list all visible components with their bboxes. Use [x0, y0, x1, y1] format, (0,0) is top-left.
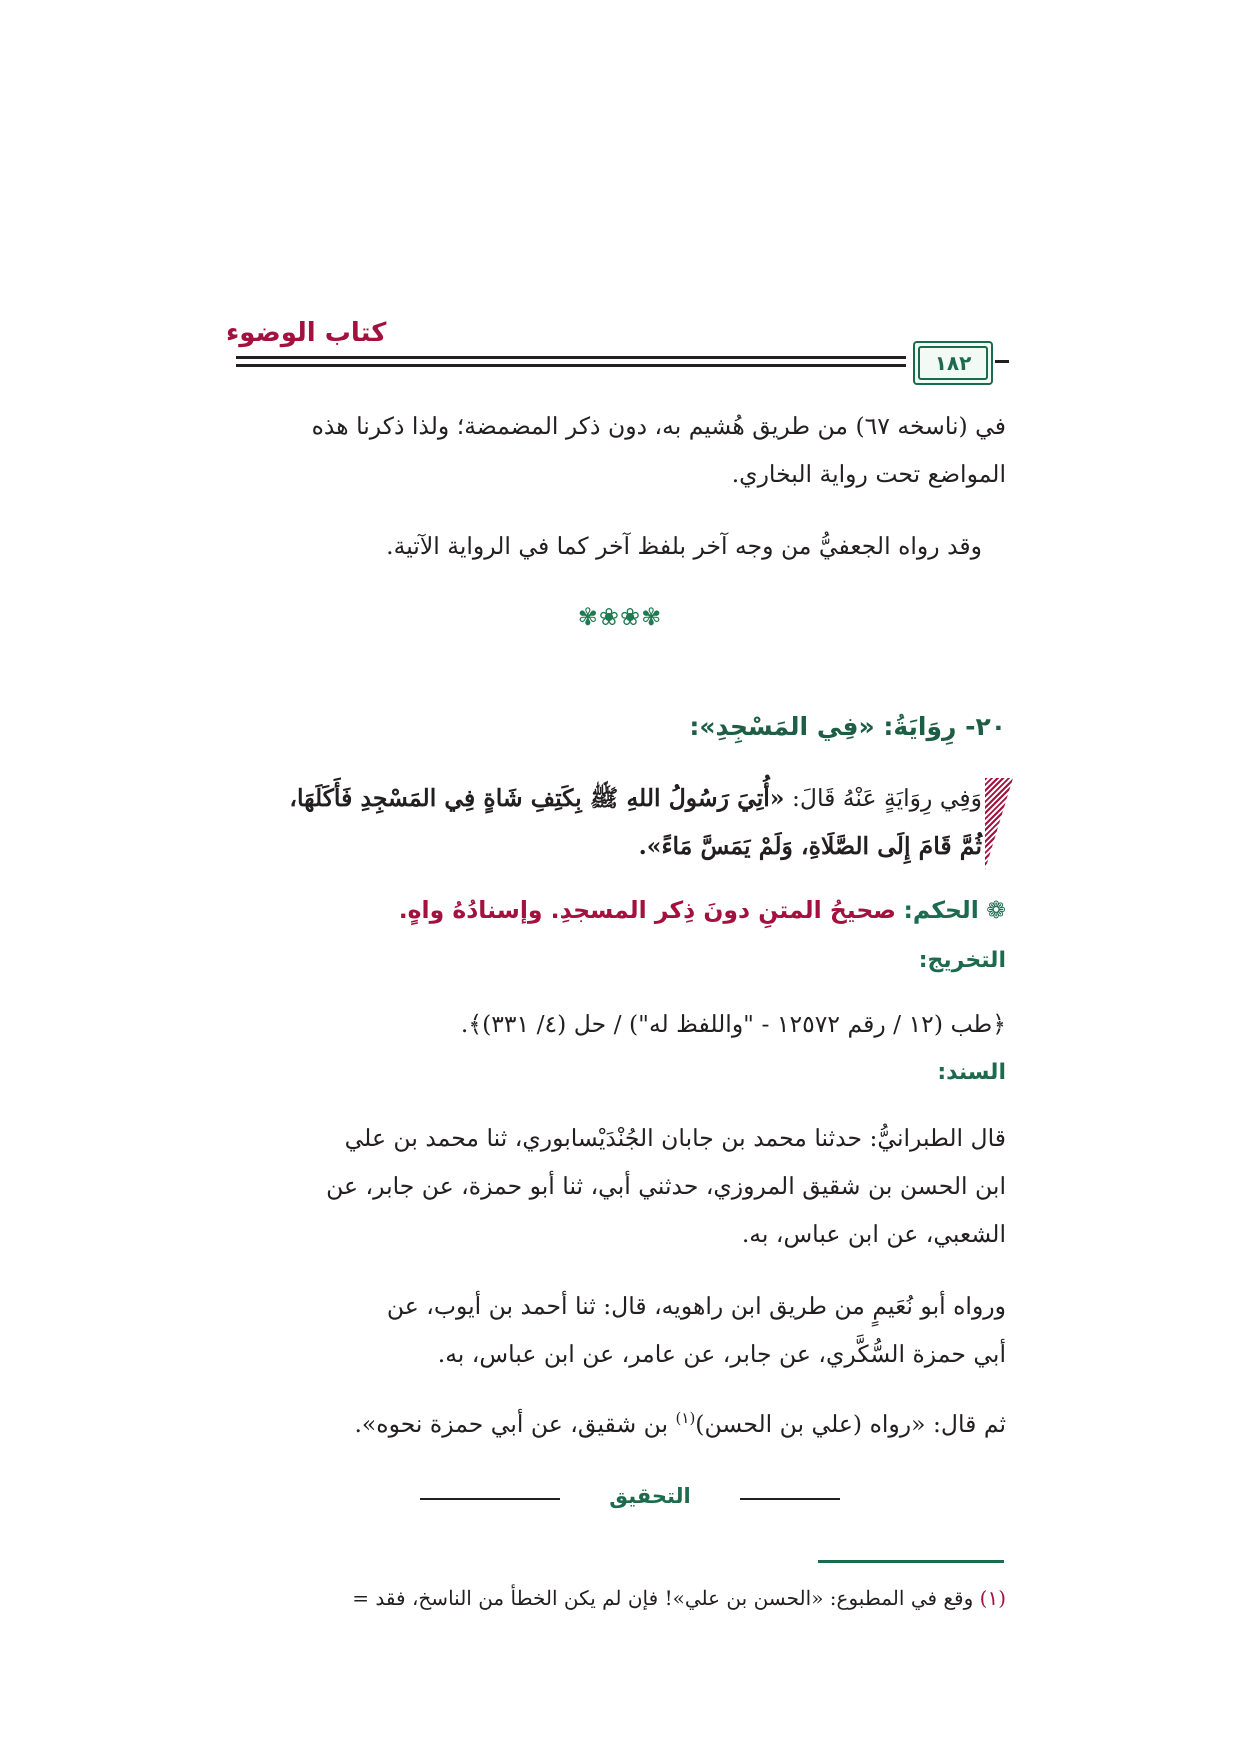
riwaya-abu-nuaym	[236, 1282, 1006, 1378]
hadith-lead: وَفِي رِوَايَةٍ عَنْهُ قَالَ:	[784, 784, 982, 812]
sanad-text	[236, 1114, 1006, 1258]
footnote-text: وقع في المطبوع: «الحسن بن علي»! فإن لم يكن الخطأ من الناسخ، فقد =	[352, 1586, 980, 1610]
paragraph-continuation	[236, 402, 1006, 498]
paragraph-line: المواضع تحت رواية البخاري.	[731, 460, 1006, 488]
sanad-line: الشعبي، عن ابن عباس، به.	[741, 1220, 1006, 1248]
thumma-part2: بن شقيق، عن أبي حمزة نحوه».	[354, 1409, 676, 1438]
sanad-heading: السند:	[937, 1060, 1006, 1085]
tahqiq-label: التحقيق	[560, 1484, 740, 1508]
ruling-text: صحيحُ المتنِ دونَ ذِكر المسجدِ. وإسنادُهُ واهٍ.	[398, 896, 897, 924]
sanad-line: ابن الحسن بن شقيق المروزي، حدثني أبي، ثنا أبو حمزة، عن جابر، عن	[326, 1172, 1006, 1200]
ruling-label: الحكم:	[903, 896, 979, 924]
riwaya-line: أبي حمزة السُّكَّري، عن جابر، عن عامر، عن ابن عباس، به.	[437, 1340, 1006, 1368]
sanad-line: قال الطبرانيُّ: حدثنا محمد بن جابان الجُنْدَيْسابوري، ثنا محمد بن علي	[344, 1124, 1006, 1152]
header-rule-right	[995, 360, 1009, 363]
footnote-ref: (١)	[675, 1409, 696, 1427]
footnote	[236, 1578, 1006, 1618]
takhrij-text: ﴿طب (١٢ / رقم ١٢٥٧٢ - "واللفظ له") / حل (٤/ ٣٣١)﴾.	[460, 1010, 1006, 1038]
thumma-part1: ثم قال: «رواه (علي بن الحسن)	[695, 1409, 1006, 1438]
page-number-box	[913, 341, 993, 385]
header-rule-bottom	[236, 364, 906, 367]
footnote-rule	[818, 1560, 1004, 1563]
riwaya-line: ورواه أبو نُعَيمٍ من طريق ابن راهويه، قال: ثنا أحمد بن أيوب، عن	[386, 1292, 1006, 1320]
hadith-matn: «أُتِيَ رَسُولُ اللهِ ﷺ بِكَتِفِ شَاةٍ فِي المَسْجِدِ فَأَكَلَهَا،	[289, 784, 785, 812]
paragraph-jufi: وقد رواه الجعفيُّ من وجه آخر بلفظ آخر كما في الرواية الآتية.	[386, 532, 982, 560]
hadith-text	[236, 774, 982, 870]
section-ornament: ✾❀❀✾	[577, 603, 663, 631]
hadith-corner-decoration	[985, 778, 1013, 870]
takhrij-heading: التخريج:	[918, 948, 1006, 973]
header-rule-top	[236, 356, 906, 359]
book-title: كتاب الوضوء	[226, 318, 387, 348]
footnote-number: (١)	[979, 1586, 1006, 1610]
page-number: ١٨٢	[918, 346, 988, 380]
paragraph-line: في (ناسخه ٦٧) من طريق هُشيم به، دون ذكر المضمضة؛ ولذا ذكرنا هذه	[311, 412, 1006, 440]
section-heading: ٢٠- رِوَايَةُ: «فِي المَسْجِدِ»:	[689, 712, 1006, 741]
ruling	[236, 886, 1006, 934]
hadith-line	[236, 774, 982, 822]
hadith-line: ثُمَّ قَامَ إِلَى الصَّلَاةِ، وَلَمْ يَمَسَّ مَاءً».	[638, 832, 982, 860]
thumma-qala	[236, 1394, 1006, 1448]
ruling-icon: ❁	[986, 896, 1006, 924]
